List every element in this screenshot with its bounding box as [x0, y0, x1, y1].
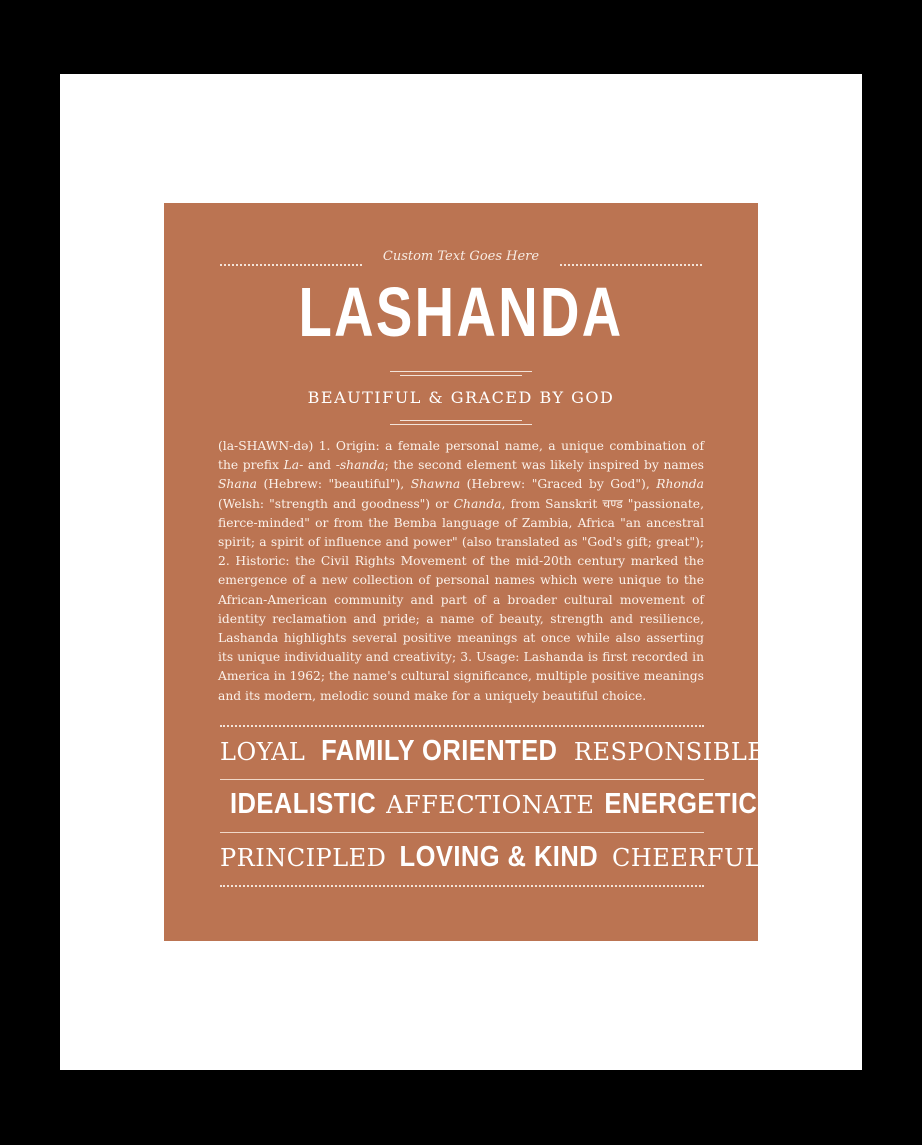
trait: CHEERFUL	[612, 844, 762, 872]
trait: LOYAL	[220, 738, 306, 766]
definition-italic: Shawna	[410, 477, 461, 492]
trait-separator	[220, 779, 704, 780]
definition-italic: Rhonda	[656, 477, 704, 492]
definition-text: (Hebrew: "beautiful"),	[256, 477, 411, 492]
dotted-divider-right	[560, 264, 702, 266]
definition-italic: La-	[283, 458, 304, 473]
trait: IDEALISTIC	[229, 788, 377, 820]
name-poster	[164, 203, 766, 941]
definition-text: (Hebrew: "Graced by God"),	[460, 477, 657, 492]
dotted-divider-traits-bottom	[220, 885, 704, 887]
definition-text: (Welsh: "strength and goodness") or	[218, 496, 454, 511]
trait: PRINCIPLED	[220, 844, 387, 872]
custom-text: Custom Text Goes Here	[382, 249, 540, 264]
title-rule-upper-2	[400, 375, 522, 376]
title-rule-lower-1	[400, 420, 522, 421]
title-rule-lower-2	[390, 424, 532, 425]
trait: FAMILY ORIENTED	[321, 735, 558, 767]
title-rule-upper-1	[390, 371, 532, 372]
name-meaning: BEAUTIFUL & GRACED BY GOD	[307, 388, 615, 407]
trait-row-3	[220, 841, 762, 874]
pronunciation: (la-SHAWN-də)	[218, 439, 314, 453]
definition-italic: Chanda	[453, 496, 502, 511]
trait: RESPONSIBLE	[573, 738, 766, 766]
poster-name-title: LASHANDA	[298, 273, 624, 351]
trait: ENERGETIC	[604, 788, 758, 820]
trait: LOVING & KIND	[399, 841, 599, 873]
definition-text: 1. Origin: a female personal name, a unique combination of the prefix	[218, 439, 704, 473]
trait-separator	[220, 832, 704, 833]
definition-text: ; the second element was likely inspired by names	[384, 458, 704, 473]
definition-text: , from Sanskrit चण्ड "passionate, fierce-minded" or from the Bemba language of Zambia, Africa "an ancestral spirit; a spirit of influence and power" (also translated as "God's gift; great"); 2. Historic: the Civil Rights Movement of the mid-20th century marked the emergence of a new collection of personal names which were unique to the African-American community and part of a broader cultural movement of identity reclamation and pride; a name of beauty, strength and resilience, Lashanda highlights several positive meanings at once while also asserting its unique individuality and creativity; 3. Usage: Lashanda is first recorded in America in 1962; the name's cultural significance, multiple positive meanings and its modern, melodic sound make for a uniquely beautiful choice.	[218, 496, 704, 703]
dotted-divider-traits-top	[220, 725, 704, 727]
dotted-divider-left	[220, 264, 362, 266]
definition-text: and	[303, 458, 336, 473]
definition-italic: -shanda	[335, 458, 385, 473]
trait-row-2	[220, 788, 758, 821]
trait-row-1	[220, 735, 766, 768]
definition-italic: Shana	[218, 477, 257, 492]
name-definition	[218, 437, 704, 706]
trait: AFFECTIONATE	[386, 791, 595, 819]
